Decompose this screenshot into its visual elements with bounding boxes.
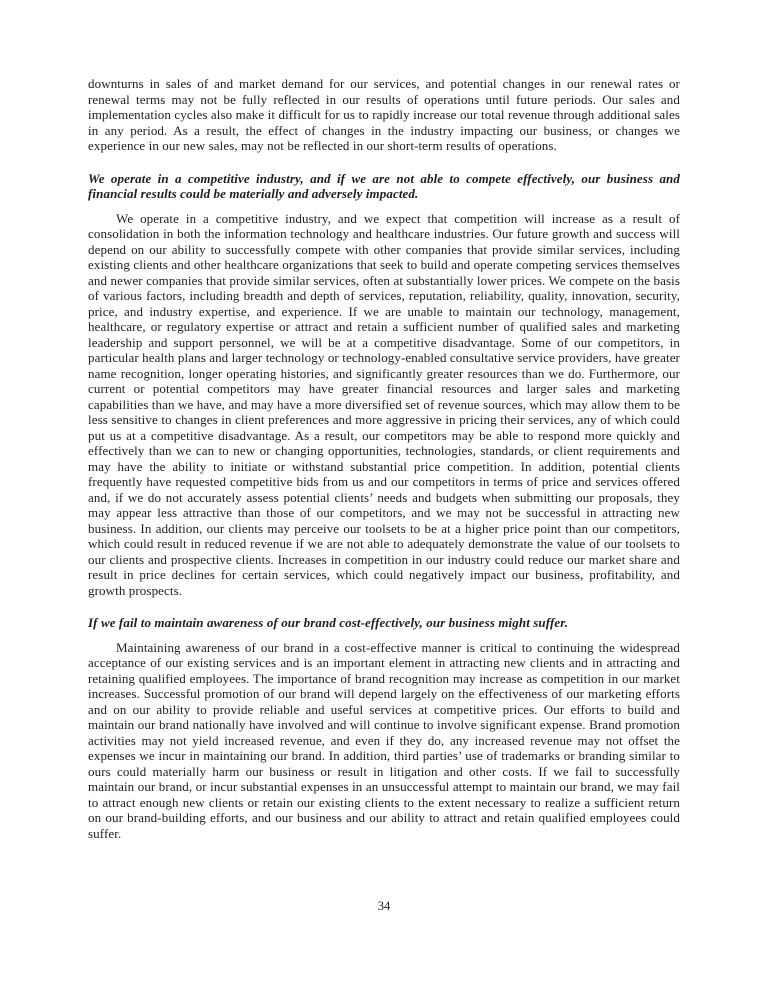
page-number: 34 bbox=[377, 899, 391, 913]
paragraph-competition: We operate in a competitive industry, and we expect that competition will increase as a result of consolidation in both the information technology and healthcare industries. Our future growth and success will depend on our ability to successfully compete with other companies that provide similar services, including existing clients and other healthcare organizations that seek to build and operate competing services themselves and newer companies that provide similar services, often at substantially lower prices. We compete on the basis of various factors, including breadth and depth of services, reputation, reliability, quality, innovation, security, price, and industry expertise, and experience. If we are unable to maintain our technology, management, healthcare, or regulatory expertise or attract and retain a sufficient number of qualified sales and marketing leadership and support personnel, we will be at a competitive disadvantage. Some of our competitors, in particular health plans and larger technology or technology-enabled consultative service providers, have greater name recognition, longer operating histories, and significantly greater resources than we do. Furthermore, our current or potential competitors may have greater financial resources and larger sales and marketing capabilities than we have, and may have a more diversified set of revenue sources, which may allow them to be less sensitive to changes in client preferences and more aggressive in pricing their services, any of which could put us at a competitive disadvantage. As a result, our competitors may be able to respond more quickly and effectively than we can to new or changing opportunities, technologies, standards, or client requirements and may have the ability to initiate or withstand substantial price competition. In addition, potential clients frequently have requested competitive bids from us and our competitors in terms of price and services offered and, if we do not accurately assess potential clients’ needs and budgets when submitting our proposals, they may appear less attractive than those of our competitors, and we may not be successful in attracting new business. In addition, our clients may perceive our toolsets to be at a higher price point than our competitors, which could result in reduced revenue if we are not able to adequately demonstrate the value of our toolsets to our clients and prospective clients. Increases in competition in our industry could reduce our market share and result in price declines for certain services, which could negatively impact our business, profitability, and growth prospects. bbox=[88, 210, 680, 598]
paragraph-brand: Maintaining awareness of our brand in a cost-effective manner is critical to continuing the widespread acceptance of our existing services and is an important element in attracting new clients and in attracting and retaining qualified employees. The importance of brand recognition may increase as competition in our market increases. Successful promotion of our brand will depend largely on the effectiveness of our marketing efforts and on our ability to provide reliable and useful services at competitive prices. Our efforts to build and maintain our brand nationally have involved and will continue to involve significant expense. Brand promotion activities may not yield increased revenue, and even if they do, any increased revenue may not offset the expenses we incur in maintaining our brand. In addition, third parties’ use of trademarks or branding similar to ours could materially harm our business or result in litigation and other costs. If we fail to successfully maintain our brand, or incur substantial expenses in an unsuccessful attempt to maintain our brand, we may fail to attract enough new clients or retain our existing clients to the extent necessary to realize a sufficient return on our brand-building efforts, and our business and our ability to attract and retain qualified employees could suffer. bbox=[88, 639, 680, 841]
intro-paragraph: downturns in sales of and market demand for our services, and potential changes in our renewal rates or renewal terms may not be fully reflected in our results of operations until future periods. Our sales and implementation cycles also make it difficult for us to rapidly increase our total revenue through additional sales in any period. As a result, the effect of changes in the industry impacting our business, or changes we experience in our new sales, may not be reflected in our short-term results of operations. bbox=[88, 76, 680, 153]
risk-factor-heading-competition: We operate in a competitive industry, and if we are not able to compete effectively, our business and financial results could be materially and adversely impacted. bbox=[88, 170, 680, 201]
text-block bbox=[88, 76, 680, 841]
risk-factor-heading-brand: If we fail to maintain awareness of our brand cost-effectively, our business might suffer. bbox=[88, 615, 569, 630]
